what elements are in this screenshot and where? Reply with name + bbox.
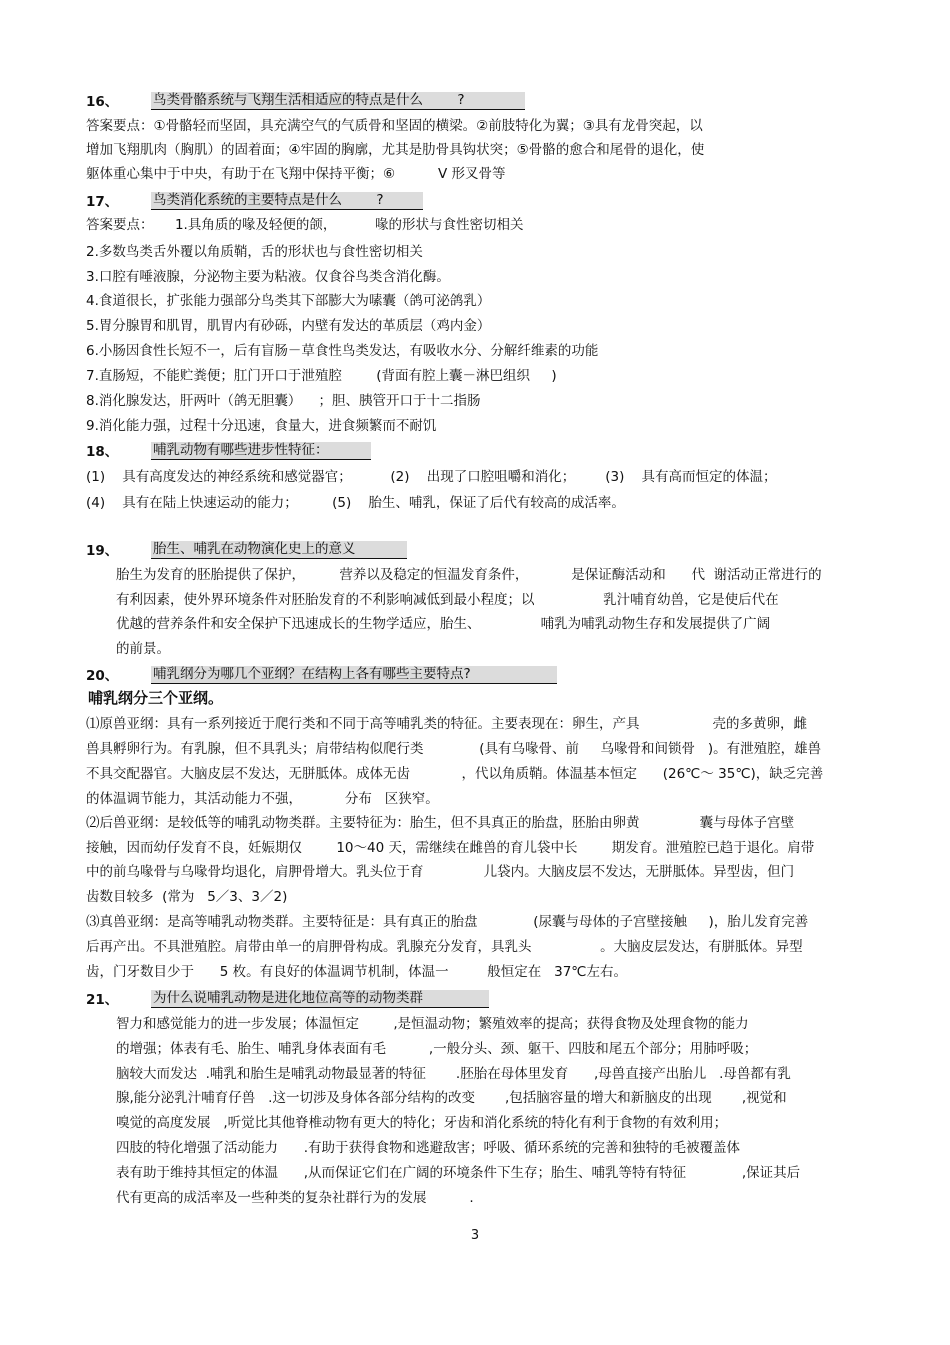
q20-answer-line-8: 齿数目较多 (常为 5／3、3／2) [86, 889, 288, 905]
q20-answer-line-9: ⑶真兽亚纲：是高等哺乳动物类群。主要特征是：具有真正的胎盘 (尿囊与母体的子宫壁接触 )，胎儿发育完善 [86, 914, 809, 930]
question-20-title: 哺乳纲分为哪几个亚纲？在结构上各有哪些主要特点? [151, 666, 557, 684]
q19-answer-line-1: 胎生为发育的胚胎提供了保护， 营养以及稳定的恒温发育条件， 是保证酶活动和 代 谢活动正常进行的 [116, 567, 822, 583]
q21-answer-line-2: 的增强；体表有毛、胎生、哺乳身体表面有毛 ,一般分头、颈、躯干、四肢和尾五个部分；用肺呼吸； [116, 1041, 758, 1057]
q20-answer-line-6: 接触，因而幼仔发育不良，妊娠期仅 10～40 天，需继续在雌兽的育儿袋中长 期发育。泄殖腔已趋于退化。肩带 [86, 840, 815, 856]
question-21-number: 21、 [86, 992, 119, 1008]
q17-answer-line-9: 9.消化能力强，过程十分迅速，食量大，进食频繁而不耐饥 [86, 418, 437, 434]
q20-answer-line-11: 齿，门牙数目少于 5 枚。有良好的体温调节机制，体温一 般恒定在 37℃左右。 [86, 964, 627, 980]
question-16-number: 16、 [86, 94, 119, 110]
q19-answer-line-4: 的前景。 [116, 641, 170, 657]
question-17-number: 17、 [86, 194, 119, 210]
question-19-number: 19、 [86, 543, 119, 559]
q20-answer-line-5: ⑵后兽亚纲：是较低等的哺乳动物类群。主要特征为：胎生，但不具真正的胎盘，胚胎由卵黄 囊与母体子宫壁 [86, 815, 795, 831]
q18-answer-line-1: (1) 具有高度发达的神经系统和感觉器官； (2) 出现了口腔咀嚼和消化； (3) 具有高而恒定的体温； [86, 469, 777, 485]
q16-answer-line-2: 增加飞翔肌肉（胸肌）的固着面；④牢固的胸廓，尤其是肋骨具钩状突；⑤骨骼的愈合和尾骨的退化，使 [86, 142, 705, 158]
q19-answer-line-2: 有利因素，使外界环境条件对胚胎发育的不利影响减低到最小程度；以 乳汁哺育幼兽，它是使后代在 [116, 592, 779, 608]
question-20-number: 20、 [86, 668, 119, 684]
page-number: 3 [470, 1228, 480, 1243]
q21-answer-line-6: 四肢的特化增强了活动能力 .有助于获得食物和逃避敌害；呼吸、循环系统的完善和独特的毛被覆盖体 [116, 1140, 741, 1156]
question-16-title: 鸟类骨骼系统与飞翔生活相适应的特点是什么 ? [151, 92, 525, 110]
q16-answer-line-3: 躯体重心集中于中央，有助于在飞翔中保持平衡；⑥ V 形叉骨等 [86, 166, 506, 182]
q17-answer-line-5: 5.胃分腺胃和肌胃，肌胃内有砂砾，内壁有发达的革质层（鸡内金） [86, 318, 491, 334]
q17-answer-line-8: 8.消化腺发达，肝两叶（鸽无胆囊） ；胆、胰管开口于十二指肠 [86, 393, 481, 409]
q20-answer-line-7: 中的前乌喙骨与乌喙骨均退化，肩胛骨增大。乳头位于育 儿袋内。大脑皮层不发达，无胼胝体。异型齿，但门 [86, 864, 795, 880]
q19-answer-line-3: 优越的营养条件和安全保护下迅速成长的生物学适应，胎生、 哺乳为哺乳动物生存和发展提供了广阔 [116, 616, 771, 632]
q17-answer-line-1: 答案要点： 1.具角质的喙及轻便的颌， 喙的形状与食性密切相关 [86, 217, 524, 233]
q21-answer-line-1: 智力和感觉能力的进一步发展；体温恒定 ,是恒温动物；繁殖效率的提高；获得食物及处理食物的能力 [116, 1016, 749, 1032]
q20-answer-line-1: ⑴原兽亚纲：具有一系列接近于爬行类和不同于高等哺乳类的特征。主要表现在：卵生，产具 壳的多黄卵，雌 [86, 716, 807, 732]
q20-answer-line-4: 的体温调节能力，其活动能力不强， 分布 区狭窄。 [86, 791, 439, 807]
q21-answer-line-7: 表有助于维持其恒定的体温 ,从而保证它们在广阔的环境条件下生存；胎生、哺乳等特有特征 ,保证其后 [116, 1165, 801, 1181]
q17-answer-line-2: 2.多数鸟类舌外覆以角质鞘，舌的形状也与食性密切相关 [86, 244, 423, 260]
q20-answer-line-2: 兽具孵卵行为。有乳腺，但不具乳头；肩带结构似爬行类 (具有乌喙骨、前 乌喙骨和间锁骨 )。有泄殖腔，雄兽 [86, 741, 822, 757]
q21-answer-line-3: 脑较大而发达 .哺乳和胎生是哺乳动物最显著的特征 .胚胎在母体里发育 ,母兽直接产出胎儿 .母兽都有乳 [116, 1066, 791, 1082]
q20-answer-line-3: 不具交配器官。大脑皮层不发达，无胼胝体。成体无齿 ，代以角质鞘。体温基本恒定 (26℃～ 35℃)，缺乏完善 [86, 766, 824, 782]
question-17-title: 鸟类消化系统的主要特点是什么 ? [151, 192, 423, 210]
q17-answer-line-3: 3.口腔有唾液腺，分泌物主要为粘液。仅食谷鸟类含消化酶。 [86, 269, 450, 285]
question-21-title: 为什么说哺乳动物是进化地位高等的动物类群 [151, 990, 489, 1008]
q18-answer-line-2: (4) 具有在陆上快速运动的能力； (5) 胎生、哺乳，保证了后代有较高的成活率。 [86, 495, 625, 511]
q21-answer-line-5: 嗅觉的高度发展 ,听觉比其他脊椎动物有更大的特化；牙齿和消化系统的特化有利于食物的有效利用； [116, 1115, 728, 1131]
question-19-title: 胎生、哺乳在动物演化史上的意义 [151, 541, 407, 559]
q16-answer-line-1: 答案要点：①骨骼轻而坚固，具充满空气的气质骨和坚固的横梁。②前肢特化为翼；③具有龙骨突起，以 [86, 118, 703, 134]
question-18-title: 哺乳动物有哪些进步性特征： [151, 442, 371, 460]
q21-answer-line-8: 代有更高的成活率及一些种类的复杂社群行为的发展 . [116, 1190, 474, 1206]
q17-answer-line-4: 4.食道很长，扩张能力强部分鸟类其下部膨大为嗉囊（鸽可泌鸽乳） [86, 293, 491, 309]
q17-answer-line-6: 6.小肠因食性长短不一，后有盲肠－草食性鸟类发达，有吸收水分、分解纤维素的功能 [86, 343, 599, 359]
q21-answer-line-4: 腺,能分泌乳汁哺育仔兽 .这一切涉及身体各部分结构的改变 ,包括脑容量的增大和新脑皮的出现 ,视觉和 [116, 1090, 787, 1106]
question-18-number: 18、 [86, 444, 119, 460]
q17-answer-line-7: 7.直肠短，不能贮粪便；肛门开口于泄殖腔 (背面有腔上囊－淋巴组织 ) [86, 368, 557, 384]
q20-answer-line-10: 后再产出。不具泄殖腔。肩带由单一的肩胛骨构成。乳腺充分发育，具乳头 。大脑皮层发达，有胼胝体。异型 [86, 939, 803, 955]
q20-subheading: 哺乳纲分三个亚纲。 [88, 689, 224, 707]
